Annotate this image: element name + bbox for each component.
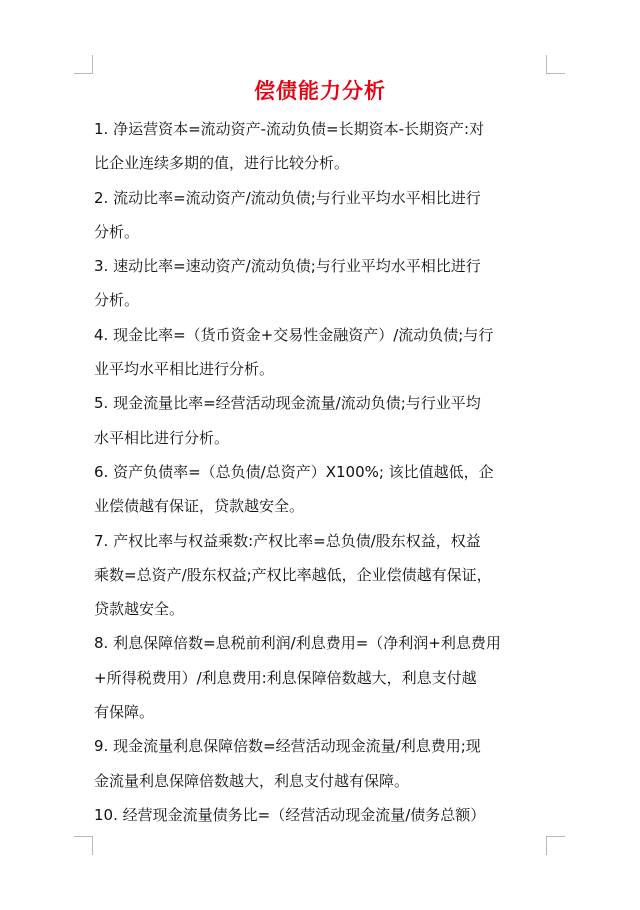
- text-line: 10. 经营现金流量债务比=（经营活动现金流量/债务总额）: [94, 805, 486, 824]
- document-body: [94, 112, 548, 832]
- text-line: 2. 流动比率=流动资产/流动负债;与行业平均水平相比进行: [94, 188, 481, 207]
- text-line: 5. 现金流量比率=经营活动现金流量/流动负债;与行业平均: [94, 394, 481, 413]
- text-line: 比企业连续多期的值，进行比较分析。: [94, 154, 350, 173]
- crop-mark-bottom-left: [74, 836, 93, 855]
- text-line: 有保障。: [94, 703, 155, 722]
- crop-mark-bottom-right: [546, 836, 565, 855]
- text-line: 业平均水平相比进行分析。: [94, 360, 275, 379]
- text-line: 金流量利息保障倍数越大，利息支付越有保障。: [94, 771, 410, 790]
- text-line: 业偿债越有保证，贷款越安全。: [94, 497, 305, 516]
- text-line: 1. 净运营资本=流动资产-流动负债=长期资本-长期资产:对: [94, 120, 485, 138]
- text-line: 3. 速动比率=速动资产/流动负债;与行业平均水平相比进行: [94, 257, 481, 276]
- crop-mark-top-right: [546, 55, 565, 74]
- text-line: 9. 现金流量利息保障倍数=经营活动现金流量/利息费用;现: [94, 737, 481, 756]
- text-line: 水平相比进行分析。: [94, 428, 230, 447]
- text-line: +所得税费用）/利息费用:利息保障倍数越大，利息支付越: [94, 668, 477, 687]
- document-title: 偿债能力分析: [254, 79, 386, 103]
- text-line: 贷款越安全。: [94, 600, 185, 619]
- text-line: 6. 资产负债率=（总负债/总资产）X100%; 该比值越低，企: [94, 462, 494, 481]
- text-line: 乘数=总资产/股东权益;产权比率越低，企业偿债越有保证，: [94, 565, 492, 584]
- crop-mark-top-left: [74, 55, 93, 74]
- text-line: 分析。: [94, 291, 140, 310]
- text-line: 7. 产权比率与权益乘数:产权比率=总负债/股东权益，权益: [94, 531, 481, 550]
- text-line: 8. 利息保障倍数=息税前利润/利息费用=（净利润+利息费用: [94, 634, 501, 653]
- text-line: 4. 现金比率=（货币资金+交易性金融资产）/流动负债;与行: [94, 325, 494, 344]
- text-line: 分析。: [94, 222, 140, 241]
